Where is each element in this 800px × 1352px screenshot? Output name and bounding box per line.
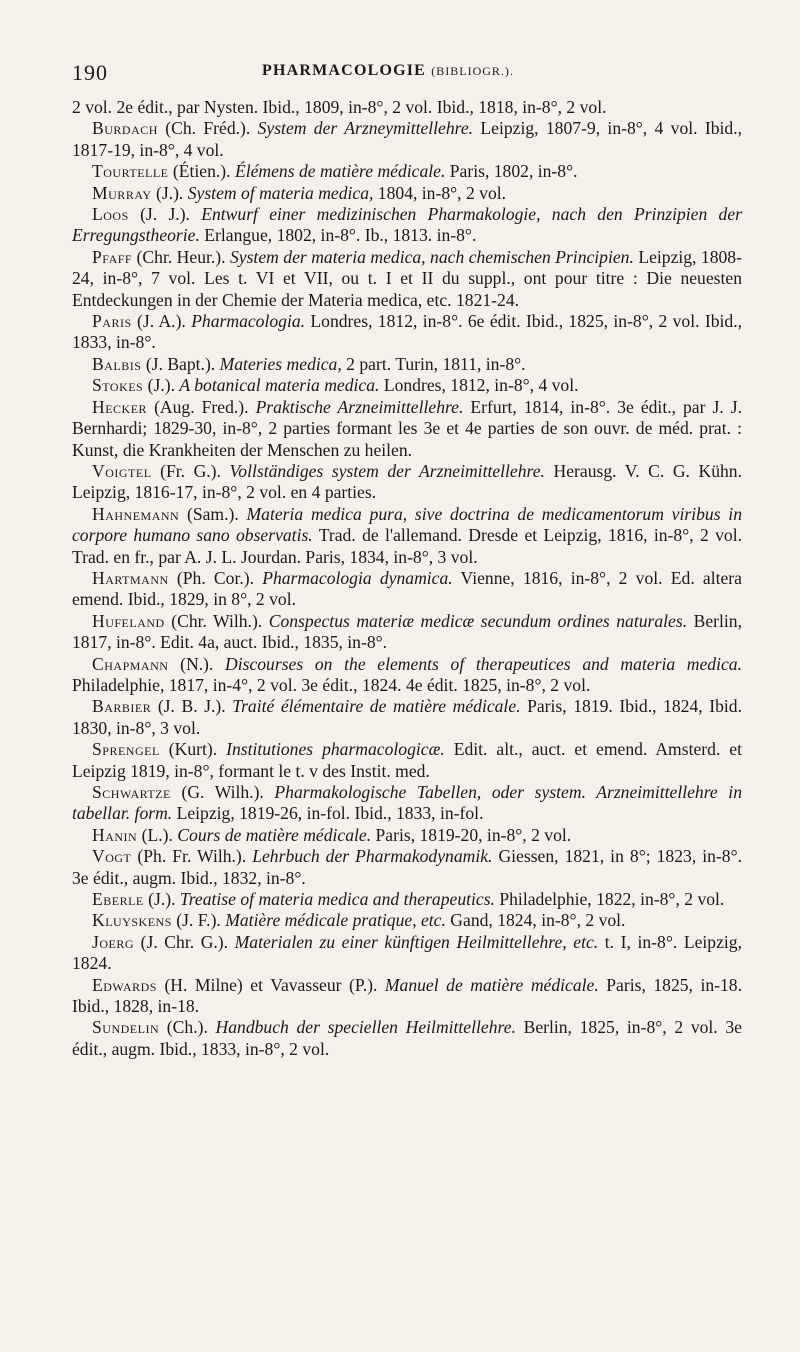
entry-title: Lehrbuch der Pharmakodynamik.: [252, 846, 493, 867]
entry-author: Eberle: [92, 889, 144, 910]
bibliography-entry: [72, 311, 742, 354]
bibliography-entry: [72, 782, 742, 825]
entry-title: Materies medica,: [219, 353, 342, 374]
entry-author: Barbier: [92, 696, 152, 717]
entry-text: 2 vol. 2e édit., par Nysten. Ibid., 1809, in-8°, 2 vol. Ibid., 1818, in-8°, 2 vol.: [72, 97, 607, 117]
entry-author: Sprengel: [92, 739, 160, 760]
entry-pre: (J.).: [155, 182, 188, 203]
running-title-sub: (BIBLIOGR.).: [431, 64, 514, 78]
bibliography-entry: [72, 568, 742, 611]
entry-text: Londres, 1812, in-8°. 6e édit. Ibid., 1825, in-8°, 2 vol. Ibid., 1833, in-8°.: [72, 311, 743, 353]
bibliography-entry: [72, 889, 742, 910]
bibliography-entry: [72, 397, 742, 461]
bibliography-entry: [72, 161, 742, 182]
entry-text: Londres, 1812, in-8°, 4 vol.: [379, 375, 579, 396]
entry-text: Trad. de l'allemand. Dresde et Leipzig, 1816, in-8°, 2 vol. Trad. en fr., par A. J. L. Jourdan. Paris, 1834, in-8°, 3 vol.: [72, 525, 742, 567]
entry-pre: (Kurt).: [168, 739, 227, 760]
entry-text: 2 part. Turin, 1811, in-8°.: [341, 353, 526, 374]
entry-text: Giessen, 1821, in 8°; 1823, in-8°. 3e édit., augm. Ibid., 1832, in-8°.: [72, 846, 743, 888]
entry-text: Edit. alt., auct. et emend. Amsterd. et Leipzig 1819, in-8°, formant le t. v des Instit. med.: [72, 739, 743, 781]
entry-title: Institutiones pharmacologicæ.: [226, 739, 445, 760]
bibliography-entry: [72, 846, 742, 889]
entry-title: Discourses on the elements of therapeutices and materia medica.: [225, 653, 742, 674]
page-header: [72, 60, 742, 92]
entry-text: Paris, 1802, in-8°.: [445, 161, 578, 182]
entry-author: Sundelin: [92, 1017, 160, 1038]
entry-author: Voigtel: [92, 460, 152, 481]
entry-text: Erlangue, 1802, in-8°. Ib., 1813. in-8°.: [199, 225, 477, 246]
entry-author: Hecker: [92, 396, 148, 417]
entry-text: Philadelphie, 1822, in-8°, 2 vol.: [494, 889, 725, 910]
entry-title: Pharmakologische Tabellen, oder system. Arzneimittellehre in tabellar. form.: [72, 782, 742, 824]
entry-title: Materialen zu einer künftigen Heilmittellehre, etc.: [234, 931, 599, 952]
entry-text: Vienne, 1816, in-8°, 2 vol. Ed. altera emend. Ibid., 1829, in 8°, 2 vol.: [72, 567, 742, 610]
entry-pre: (Chr. Heur.).: [136, 246, 230, 267]
entry-title: Treatise of materia medica and therapeutics.: [179, 889, 495, 910]
entry-text: Berlin, 1817, in-8°. Edit. 4a, auct. Ibid., 1835, in-8°.: [72, 610, 742, 653]
entry-pre: (G. Wilh.).: [181, 782, 275, 802]
bibliography-entry: [72, 975, 742, 1018]
running-title: [262, 62, 514, 80]
entry-author: Hufeland: [92, 610, 165, 631]
bibliography-entry: [72, 932, 742, 975]
bibliography-entry: [72, 654, 742, 697]
entry-title: Cours de matière médicale.: [177, 824, 372, 845]
entry-author: Edwards: [92, 974, 157, 995]
entry-title: Élémens de matière médicale.: [234, 161, 446, 182]
entry-title: System of materia medica,: [187, 182, 374, 203]
entry-pre: (Sam.).: [186, 503, 247, 524]
bibliography-entry: [72, 97, 742, 118]
bibliography-entry: [72, 461, 742, 504]
entry-text: Berlin, 1825, in-8°, 2 vol. 3e édit., augm. Ibid., 1833, in-8°, 2 vol.: [72, 1017, 742, 1059]
bibliography-entry: [72, 118, 742, 161]
entry-text: Paris, 1819-20, in-8°, 2 vol.: [371, 824, 572, 845]
bibliography-entry: [72, 910, 742, 931]
entry-author: Hanin: [92, 824, 138, 845]
bibliography-entry: [72, 825, 742, 846]
entry-pre: (Ch.).: [166, 1017, 216, 1038]
entry-author: Schwartze: [92, 782, 171, 802]
entry-pre: (Fr. G.).: [160, 460, 230, 481]
entry-author: Hahnemann: [92, 503, 180, 524]
entry-pre: (J. F.).: [176, 910, 226, 931]
entry-title: Entwurf einer medizinischen Pharmakologie, nach den Prinzipien der Erregungstheorie.: [72, 204, 742, 246]
entry-title: Materia medica pura, sive doctrina de medicamentorum viribus in corpore humano sano observatis.: [72, 503, 742, 546]
entry-pre: (Ch. Fréd.).: [165, 118, 258, 139]
entry-title: Vollständiges system der Arzneimittellehre.: [229, 460, 545, 481]
entry-text: Erfurt, 1814, in-8°. 3e édit., par J. J. Bernhardi; 1829-30, in-8°, 2 parties formant les 3e et 4e parties de son ouvr. de méd. prat. : Kunst, die Krankheiten der Menschen zu heilen.: [72, 396, 742, 460]
entry-pre: (J.).: [147, 375, 180, 396]
entry-pre: (J. Bapt.).: [145, 353, 220, 374]
entry-title: A botanical materia medica.: [179, 375, 380, 396]
entry-title: Conspectus materiæ medicæ secundum ordines naturales.: [268, 610, 688, 631]
entry-title: Manuel de matière médicale.: [384, 974, 599, 995]
bibliography-entry: [72, 696, 742, 739]
entry-text: Paris, 1819. Ibid., 1824, Ibid. 1830, in-8°, 3 vol.: [72, 696, 742, 738]
entry-pre: (Étien.).: [172, 161, 235, 182]
entry-text: Gand, 1824, in-8°, 2 vol.: [445, 910, 626, 931]
entry-title: Pharmacologia.: [191, 311, 306, 332]
entry-title: System der Arzneymittellehre.: [257, 118, 474, 139]
entry-title: Praktische Arzneimittellehre.: [255, 396, 464, 417]
bibliography-entry: [72, 739, 742, 782]
entry-text: Leipzig, 1807-9, in-8°, 4 vol. Ibid., 1817-19, in-8°, 4 vol.: [72, 118, 742, 160]
bibliography-entry: [72, 204, 742, 247]
entry-title: System der materia medica, nach chemischen Principien.: [229, 246, 634, 267]
entry-author: Paris: [92, 311, 132, 332]
entry-author: Balbis: [92, 353, 142, 374]
entry-pre: (Ph. Fr. Wilh.).: [137, 846, 253, 867]
entry-text: t. I, in-8°. Leipzig, 1824.: [72, 931, 742, 974]
bibliography-entry: [72, 247, 742, 311]
entry-author: Tourtelle: [92, 161, 169, 182]
entry-pre: (Aug. Fred.).: [154, 396, 256, 417]
entry-title: Matière médicale pratique, etc.: [225, 910, 446, 931]
bibliography-entry: [72, 611, 742, 654]
bibliography-entry: [72, 183, 742, 204]
entry-text: Paris, 1825, in-18. Ibid., 1828, in-18.: [72, 974, 742, 1017]
entry-pre: (Chr. Wilh.).: [171, 610, 269, 631]
entry-pre: (J. A.).: [136, 311, 192, 332]
entry-text: 1804, in-8°, 2 vol.: [373, 182, 507, 203]
bibliography-entry: [72, 354, 742, 375]
entry-author: Hartmann: [92, 567, 169, 588]
running-title-main: PHARMACOLOGIE: [262, 62, 427, 79]
entry-title: Pharmacologia dynamica.: [262, 567, 453, 588]
entry-pre: (J. J.).: [140, 204, 202, 225]
bibliography-entry: [72, 1017, 742, 1060]
bibliography-entry: [72, 375, 742, 396]
entry-author: Chapmann: [92, 653, 169, 674]
entry-author: Murray: [92, 182, 152, 203]
entry-pre: (H. Milne) et Vavasseur (P.).: [164, 974, 385, 995]
entry-text: Philadelphie, 1817, in-4°, 2 vol. 3e édit., 1824. 4e édit. 1825, in-8°, 2 vol.: [72, 674, 591, 695]
entry-author: Pfaff: [92, 246, 133, 267]
entry-title: Handbuch der speciellen Heilmittellehre.: [215, 1017, 516, 1038]
entry-pre: (J. Chr. G.).: [140, 931, 235, 952]
entry-text: Leipzig, 1808-24, in-8°, 7 vol. Les t. VI et VII, ou t. I et II du suppl., ont pour titre : Die neuesten Entdeckungen in der Chemie der Materia medica, etc. 1821-24.: [72, 246, 742, 310]
entry-pre: (L.).: [141, 824, 178, 845]
bibliography-list: [72, 97, 742, 1060]
entry-author: Loos: [92, 204, 129, 225]
bibliography-entry: [72, 504, 742, 568]
entry-author: Stokes: [92, 375, 144, 396]
entry-text: Herausg. V. C. G. Kühn. Leipzig, 1816-17, in-8°, 2 vol. en 4 parties.: [72, 460, 743, 503]
entry-author: Kluyskens: [92, 910, 172, 931]
entry-text: Leipzig, 1819-26, in-fol. Ibid., 1833, in-fol.: [172, 803, 484, 824]
entry-pre: (J.).: [148, 889, 180, 910]
entry-author: Vogt: [92, 846, 132, 867]
entry-pre: (N.).: [180, 653, 225, 674]
entry-pre: (Ph. Cor.).: [176, 567, 263, 588]
page-number: 190: [72, 60, 108, 85]
entry-pre: (J. B. J.).: [157, 696, 233, 717]
entry-title: Traité élémentaire de matière médicale.: [232, 696, 521, 717]
entry-author: Joerg: [92, 931, 135, 952]
entry-author: Burdach: [92, 118, 158, 139]
